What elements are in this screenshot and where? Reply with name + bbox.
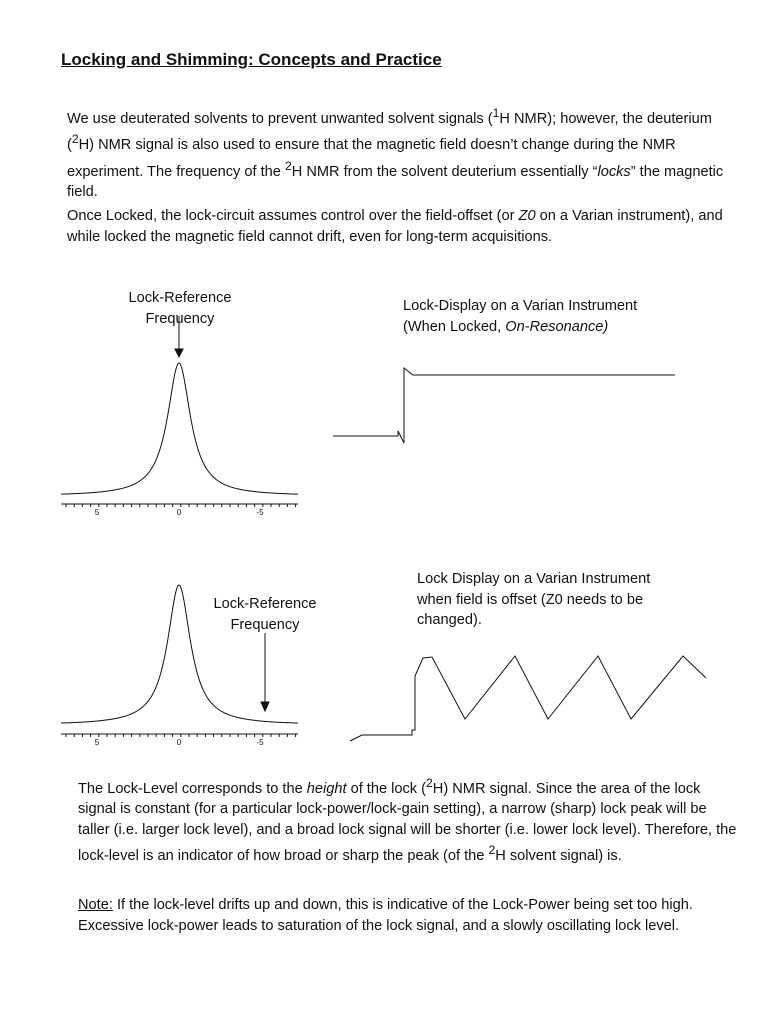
fig1-lock-display-trace	[333, 368, 675, 443]
label-line: Lock-Reference	[213, 596, 317, 612]
page-title: Locking and Shimming: Concepts and Practice	[61, 50, 442, 69]
text: H solvent signal) is.	[495, 848, 622, 865]
tick-label: -5	[256, 738, 264, 747]
label-line: when field is offset (Z0 needs to be	[417, 591, 644, 608]
text: H NMR from the solvent deuterium essentially “	[291, 163, 598, 180]
text: H) NMR signal is also used to ensure that the magnetic field doesn’t change during the NMR experiment. The frequency of the	[67, 137, 676, 180]
text: ” the magnetic field.	[67, 163, 724, 201]
text: on a Varian instrument), and while locked the magnetic field cannot drift, even for long-term acquisitions.	[67, 208, 723, 245]
tick-label: 0	[176, 738, 182, 747]
text: The Lock-Level corresponds to the	[78, 780, 307, 797]
label-line: Lock Display on a Varian Instrument	[417, 571, 651, 587]
tick-label: -5	[256, 508, 264, 517]
note-paragraph	[78, 895, 738, 936]
superscript: 2	[71, 132, 79, 147]
lock-level-paragraph	[78, 773, 738, 867]
fig1-arrow-head	[175, 349, 183, 357]
fig2-tick-labels	[95, 738, 264, 747]
emphasis: height	[306, 780, 347, 797]
text: We use deuterated solvents to prevent unwanted solvent signals (	[67, 110, 493, 127]
emphasis: On-Resonance)	[505, 318, 609, 335]
superscript: 1	[492, 106, 500, 120]
label-line: Frequency	[230, 616, 300, 633]
emphasis: locks	[597, 163, 631, 180]
text: of the lock (	[346, 780, 427, 797]
fig2-arrow-head	[261, 702, 269, 711]
superscript: 2	[488, 843, 496, 858]
fig2-lock-display-trace	[350, 656, 706, 741]
superscript: 2	[426, 776, 433, 790]
text: H NMR); however, the deuterium (	[67, 110, 712, 154]
label-line: changed).	[417, 612, 482, 628]
tick-label: 0	[176, 508, 182, 517]
text: (When Locked,	[403, 318, 506, 335]
label-line: Lock-Reference	[128, 290, 232, 306]
tick-label: 5	[94, 738, 100, 747]
fig1-tick-labels	[95, 508, 264, 517]
tick-label: 5	[94, 508, 100, 517]
text: If the lock-level drifts up and down, this is indicative of the Lock-Power being set too high. Excessive lock-power leads to saturation of the lock signal, and a slowly oscillating lock level.	[78, 897, 693, 934]
note-label: Note:	[78, 897, 113, 913]
fig1-lock-peak	[61, 363, 298, 494]
emphasis: Z0	[518, 208, 536, 224]
label-line: Frequency	[145, 310, 215, 327]
text: H) NMR signal. Since the area of the lock signal is constant (for a particular lock-power/lock-gain setting), a narrow (sharp) lock peak will be taller (i.e. larger lock level), and a broad lock signal will be shorter (i.e. lower lock level). Therefore, the lock-level is an indicator of how broad or sharp the peak (of the	[78, 780, 737, 865]
label-line: Lock-Display on a Varian Instrument	[403, 298, 638, 314]
superscript: 2	[284, 158, 292, 173]
text: Once Locked, the lock-circuit assumes control over the field-offset (or	[67, 208, 519, 224]
